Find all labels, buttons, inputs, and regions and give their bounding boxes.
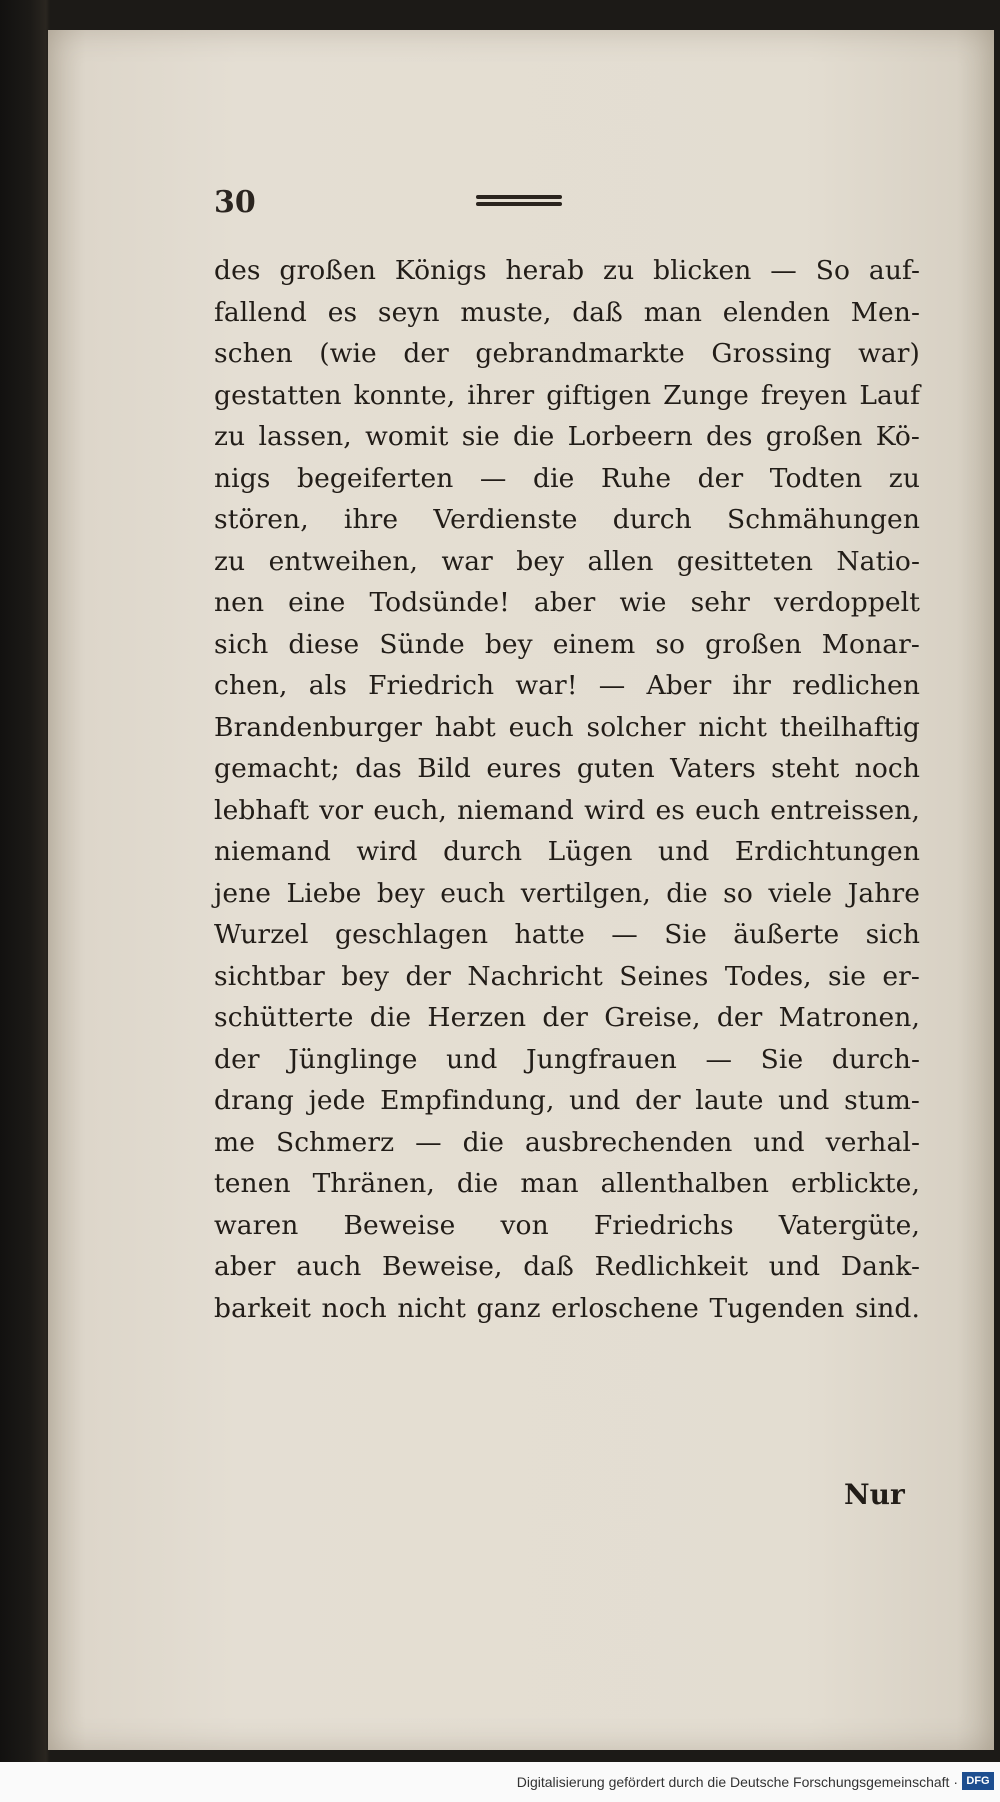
digitization-footer: [0, 1762, 1000, 1802]
dfg-logo-icon: DFG: [962, 1772, 994, 1790]
text-line: der Jünglinge und Jungfrauen — Sie durch-: [214, 1043, 920, 1075]
funding-credit: Digitalisierung gefördert durch die Deutsche Forschungsgemeinschaft ·: [516, 1774, 958, 1790]
text-line: gemacht; das Bild eures guten Vaters steht noch: [214, 753, 920, 784]
header-ornament-rule: [476, 195, 562, 217]
text-line: sichtbar bey der Nachricht Seines Todes, sie er-: [214, 960, 920, 992]
text-line: stören, ihre Verdienste durch Schmähungen: [214, 504, 920, 535]
text-line: waren Beweise von Friedrichs Vatergüte,: [214, 1209, 920, 1241]
text-line: des großen Königs herab zu blicken — So auf-: [214, 255, 920, 286]
text-line: Brandenburger habt euch solcher nicht theilhaftig: [214, 711, 920, 743]
text-line: jene Liebe bey euch vertilgen, die so viele Jahre: [214, 877, 920, 909]
text-line: Wurzel geschlagen hatte — Sie äußerte sich: [214, 919, 920, 950]
text-line: drang jede Empfindung, und der laute und stum-: [214, 1085, 920, 1116]
text-line: schütterte die Herzen der Greise, der Matronen,: [214, 1002, 920, 1033]
text-line: tenen Thränen, die man allenthalben erblickte,: [214, 1168, 920, 1199]
text-line: lebhaft vor euch, niemand wird es euch entreissen,: [214, 794, 920, 826]
page-header: [214, 185, 814, 235]
text-line: nigs begeiferten — die Ruhe der Todten zu: [214, 462, 920, 494]
catchword: Nur: [844, 1478, 905, 1511]
text-line: fallend es seyn muste, daß man elenden Men-: [214, 296, 920, 328]
page-number: 30: [214, 185, 256, 220]
text-line: niemand wird durch Lügen und Erdichtungen: [214, 836, 920, 867]
text-line: me Schmerz — die ausbrechenden und verhal-: [214, 1126, 920, 1158]
text-line: sich diese Sünde bey einem so großen Monar-: [214, 628, 920, 660]
text-line: barkeit noch nicht ganz erloschene Tugenden sind.: [214, 1292, 920, 1324]
text-line: aber auch Beweise, daß Redlichkeit und Dank-: [214, 1251, 920, 1282]
text-line: gestatten konnte, ihrer giftigen Zunge freyen Lauf: [214, 379, 920, 411]
text-line: zu lassen, womit sie die Lorbeern des großen Kö-: [214, 421, 920, 452]
text-line: schen (wie der gebrandmarkte Grossing war): [214, 338, 920, 369]
text-line: nen eine Todsünde! aber wie sehr verdoppelt: [214, 587, 920, 618]
text-line: zu entweihen, war bey allen gesitteten Natio-: [214, 545, 920, 577]
text-line: chen, als Friedrich war! — Aber ihr redlichen: [214, 670, 920, 701]
body-text: [214, 250, 920, 1329]
